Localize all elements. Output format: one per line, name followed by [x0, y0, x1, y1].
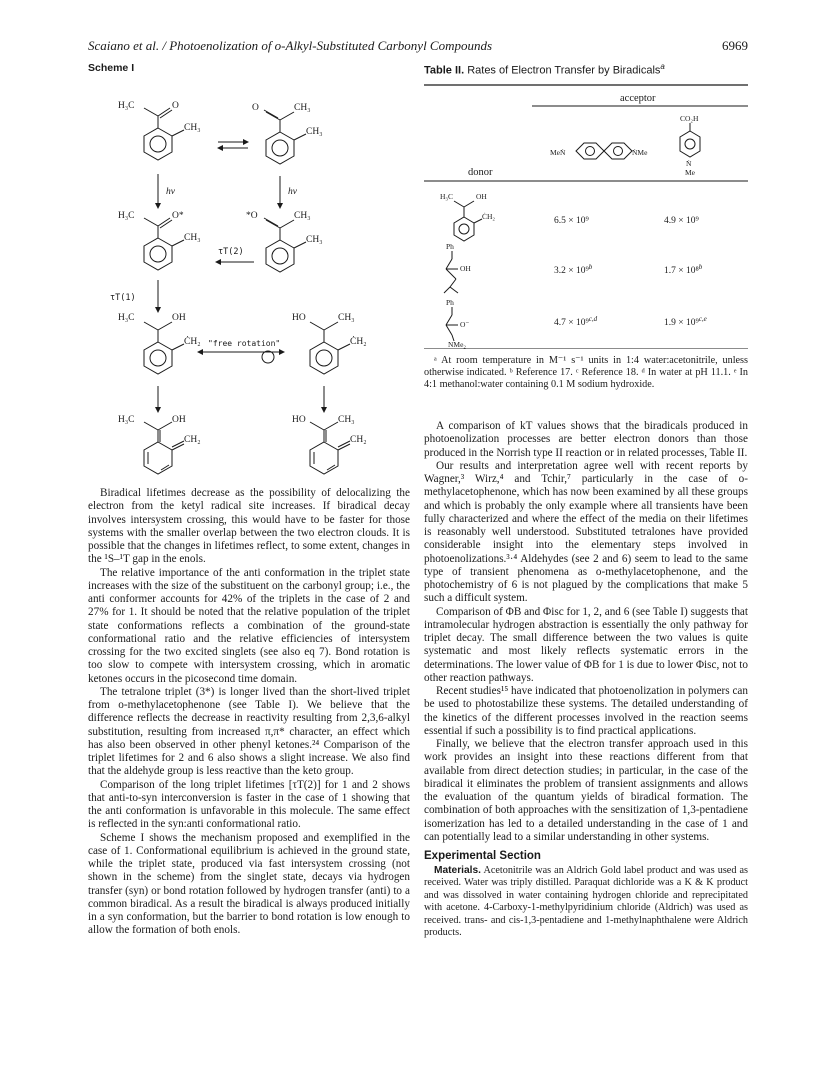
donor-ph: Ph [446, 297, 454, 307]
paragraph: The tetralone triplet (3*) is longer lived than the short-lived triplet from o-methylacetophenone (see Table I). We believe that the difference reflects the decrease in reactivity resulting from 2,3,6-alkyl substitution, resulting from increased π,π* character, an effect which has also been observed in other phenyl ketones.²⁴ Comparison of the triplet lifetimes for 2 and 6 also shows a slight increase. We also find that the aldehyde group is less reactive than the keto group. [88, 685, 410, 778]
paragraph: A comparison of kT values shows that the biradicals produced in photoenolization processes are better electron donors than those produced in the Norrish type II reaction or in related processes, Table II. [424, 420, 748, 459]
paragraph: Finally, we believe that the electron transfer approach used in this work provides an insight into these reactions different from that available from direct detection studies; in particular, in the case of the biradical it eliminates the problem of transient assignments and allows the evaluation of the quantum yields of biradical formation. The combination of both approaches with the sensitization of 1,3-pentadiene isomerization has led to a detailed understanding in the case of 1 and can potentially lead to a similar understanding in other systems. [424, 738, 748, 843]
hv-label-left: hν [166, 187, 175, 197]
donor-oh: OH [460, 263, 471, 273]
right-body-text [424, 420, 748, 939]
table-title [424, 62, 748, 77]
paragraph: Our results and interpretation agree well with recent reports by Wagner,³ Wirz,⁴ and Tchir,⁷ particularly in the case of o-methylacetophenone, which has now been examined by all these groups and which is probably the only example where all transients have been fully characterized and where the effect of the media on their lifetimes is reasonably well understood. Substituted tetralones have provided considerable insight into the elementary steps involved in photoenolizations.³·⁴ Aldehydes (see 2 and 6) seem to lead to the same type of transient phenomena as o-methylacetophenone, and the photochemistry of 6 is not plagued by the complications that make 5 such a difficult system. [424, 459, 748, 605]
donor-nme2: NMe₂ [448, 339, 467, 349]
ch3-label: CH₃ [338, 313, 355, 323]
donor-amine-structure [446, 298, 469, 349]
molecule-syn-triplet [118, 211, 201, 270]
donor-biradical-structure [440, 192, 495, 241]
tau1-label: τT(1) [110, 293, 136, 303]
left-body-text [88, 487, 410, 938]
hv-label-right: hν [288, 187, 297, 197]
paragraph: Recent studies¹⁵ have indicated that photoenolization in polymers can be used to photostabilize these systems. The detailed understanding of the kinetics of the different processes involved in the reaction seems essential if such a possibility is to find practical applications. [424, 685, 748, 737]
paragraph: Comparison of ΦB and Φisc for 1, 2, and 6 (see Table I) suggests that intramolecular hydrogen abstraction is essentially the only pathway for triplet decay. The small difference between the two values is quite systematic and most likely reflects systematic errors in the determinations. The lower value of ΦB for 1 is due to lower Φisc, not to other reaction pathways. [424, 605, 748, 684]
left-column [88, 62, 410, 937]
co2h-label: CO₂H [680, 113, 699, 123]
o-star-label: O* [172, 211, 184, 221]
materials-paragraph [424, 865, 748, 939]
paraquat-structure [550, 143, 648, 159]
pyridinium-me-label: Me [685, 167, 695, 177]
running-title: Scaiano et al. / Photoenolization of o-Alkyl-Substituted Carbonyl Compounds [88, 38, 493, 53]
ho-label: HO [292, 313, 306, 323]
oh-label: OH [172, 415, 186, 425]
rate-cell: 1.9 × 10⁹$^{c,e}$ [664, 314, 707, 328]
ho-label: HO [292, 415, 306, 425]
paraquat-n-right: ṄMe [632, 147, 648, 157]
rate-cell: 1.7 × 10⁸$^b$ [664, 262, 703, 276]
paragraph: The relative importance of the anti conformation in the triplet state increases with the size of the substituent on the carbonyl group; i.e., the anti conformer accounts for 42% of the triplets in the case of 2 and 27% for 1. It should be noted that the relative population of the triplet state conformations reflects a combination of the ground-state conformational ratio and the relative efficiencies of intersystem crossing for the two excited singlets (see also eq 7). Bond rotation is too slow to compete with intersystem crossing, which in aromatic ketones occurs in the picosecond time domain. [88, 566, 410, 685]
rate-cell: 4.7 × 10⁹$^{c,d}$ [554, 314, 598, 328]
table-number: Table II. [424, 64, 465, 77]
tau2-label: τT(2) [218, 247, 244, 257]
molecule-anti-ground [252, 103, 323, 164]
scheme-svg [88, 76, 410, 476]
table-caption: Rates of Electron Transfer by Biradicals [464, 64, 661, 77]
ch3-label: CH₃ [294, 103, 311, 113]
donor-header: donor [468, 166, 493, 178]
ch3-label: CH₃ [306, 127, 323, 137]
donor-oh: OH [476, 191, 487, 201]
scheme-label: Scheme I [88, 62, 135, 74]
enol-syn [118, 415, 201, 474]
enol-anti [292, 415, 367, 474]
table-svg [424, 79, 748, 349]
ch2-radical-label: ĊH₂ [184, 337, 201, 347]
oh-label: OH [172, 313, 186, 323]
ch3-label: CH₃ [338, 415, 355, 425]
pyridinium-n-label: Ṅ [686, 158, 692, 168]
o-label: O [172, 101, 179, 111]
rotation-circle [262, 351, 274, 363]
experimental-section-heading: Experimental Section [424, 850, 541, 862]
h3c-label: H₃C [118, 313, 135, 323]
h3c-label: H₃C [118, 211, 135, 221]
page-number: 6969 [722, 38, 748, 53]
ch3-label: CH₃ [184, 123, 201, 133]
biradical-anti [292, 313, 367, 374]
free-rotation-label: "free rotation" [208, 339, 281, 348]
donor-ch2: ĊH₂ [482, 211, 496, 221]
ch2-radical-label: ĊH₂ [350, 337, 367, 347]
table-title-footnote-mark: a [660, 62, 665, 71]
donor-norrish-structure [444, 242, 471, 293]
ch3-label: CH₃ [294, 211, 311, 221]
h3c-label: H₃C [118, 101, 135, 111]
ch3-label: CH₃ [184, 233, 201, 243]
acceptor-header: acceptor [620, 92, 656, 104]
donor-h3c: H₃C [440, 191, 454, 201]
rate-cell: 4.9 × 10⁹ [664, 215, 699, 226]
rate-cell: 3.2 × 10⁹$^b$ [554, 262, 593, 276]
rate-cell: 6.5 × 10⁹ [554, 215, 589, 226]
right-column [424, 62, 748, 939]
ch2-label: CH₂ [350, 435, 367, 445]
ch3-label: CH₃ [306, 235, 323, 245]
running-header [88, 38, 748, 56]
donor-o-minus: O⁻ [460, 319, 470, 329]
paragraph: Biradical lifetimes decrease as the possibility of delocalizing the electron from the ketyl radical site increases. If biradical decay involves intersystem crossing, this would have to be faster for those systems with the smaller overlap between the two electron clouds. It is possible that the changes in lifetimes reflect, to some extent, changes in the ¹S–¹T gap in the enols. [88, 487, 410, 566]
donor-ph: Ph [446, 241, 454, 251]
paragraph: Comparison of the long triplet lifetimes [τT(2)] for 1 and 2 shows that anti-to-syn interconversion is faster in the case of 1 showing that the anti conformation is unfavorable in this molecule. The same effect is reflected in the syn:anti conformational ratio. [88, 778, 410, 831]
table-footnote: ᵃ At room temperature in M⁻¹ s⁻¹ units in 1:4 water:acetonitrile, unless otherwise indicated. ᵇ Reference 17. ᶜ Reference 18. ᵈ In water at pH 11.1. ᵉ In 4:1 methanol:water containing 0.1 M sodium hydroxide. [424, 354, 748, 391]
h3c-label: H₃C [118, 415, 135, 425]
scheme-diagram [88, 76, 410, 476]
o-label: O [252, 103, 259, 113]
rates-table [424, 79, 748, 349]
biradical-syn [118, 313, 201, 374]
materials-text: Acetonitrile was an Aldrich Gold label product and was used as received. Water was triply distilled. Paraquat dichloride was a K & K product and was dissolved in water containing hydrogen chloride and reprecipitated with acetone. 4-Carboxy-1-methylpyridinium chloride (Aldrich) was used as received. trans- and cis-1,3-pentadiene and 1-methylnaphthalene were Aldrich products. [424, 865, 748, 939]
o-star-label: *O [246, 211, 258, 221]
molecule-anti-triplet [246, 211, 323, 272]
materials-label: Materials. [434, 865, 481, 876]
pyridinium-structure [680, 114, 700, 177]
paraquat-n-left: MeṄ [550, 147, 566, 157]
paragraph: Scheme I shows the mechanism proposed and exemplified in the case of 1. Conformational equilibrium is achieved in the ground state, while the triplet state, produced via fast intersystem crossing (not shown in the scheme) from the singlet state, decays via hydrogen transfer (syn) or bond rotation followed by hydrogen transfer (anti) to a common biradical. As a result the biradical is always produced initially in a syn conformation, but the barrier to bond rotation is low enough to allow the formation of both enols. [88, 831, 410, 937]
molecule-syn-ground [118, 101, 201, 160]
ch2-label: CH₂ [184, 435, 201, 445]
